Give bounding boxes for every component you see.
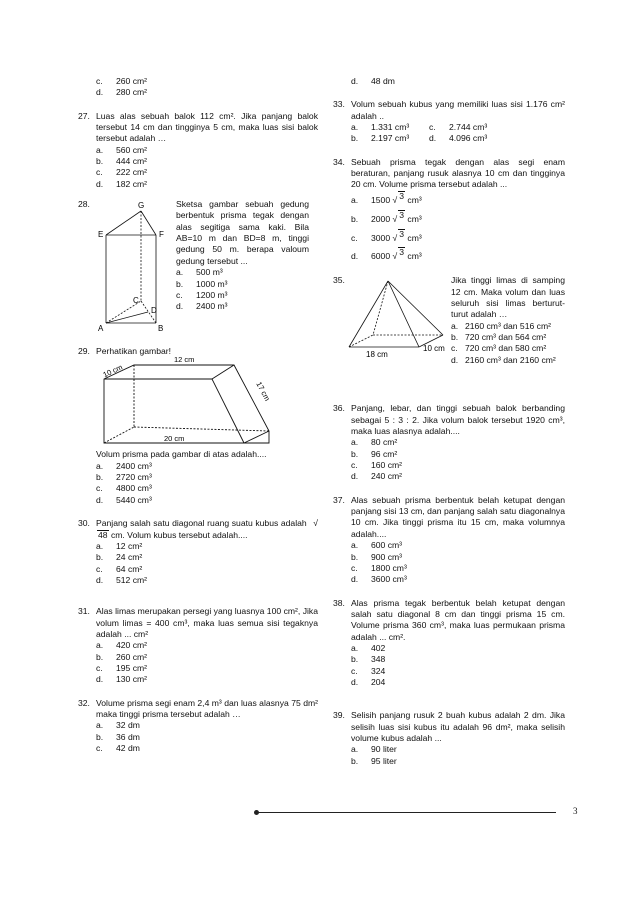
- option-text: 324: [371, 665, 386, 676]
- question-number: 35.: [333, 275, 345, 286]
- option-letter: a.: [351, 122, 359, 133]
- option-text: 560 cm²: [116, 144, 148, 155]
- option-letter: d.: [351, 76, 359, 86]
- option-letter: b.: [351, 448, 359, 459]
- label-b: B: [158, 324, 164, 334]
- question-37: [333, 495, 565, 586]
- option-letter: a.: [96, 460, 104, 471]
- option-letter: b.: [176, 278, 184, 289]
- option-letter: c.: [176, 289, 183, 300]
- question-text: Volume prisma segi enam 2,4 m³ dan luas alasnya 75 dm² maka tinggi prisma tersebut adalah …: [96, 697, 318, 719]
- option-letter: b.: [96, 651, 104, 662]
- question-number: 36.: [333, 403, 345, 414]
- question-text: Perhatikan gambar!: [96, 346, 171, 357]
- option-letter: d.: [351, 574, 359, 585]
- question-number: 32.: [78, 697, 90, 708]
- option-letter: d.: [96, 674, 104, 685]
- option-letter: c.: [96, 167, 103, 178]
- dim-base-width: 10 cm: [423, 344, 445, 354]
- option-letter: c.: [351, 562, 358, 573]
- option-unit: cm³: [407, 213, 422, 224]
- option-text: 1.331 cm³: [371, 122, 410, 133]
- question-33: [333, 99, 565, 144]
- option-radicand: 3: [398, 191, 405, 210]
- option-text: 1800 cm³: [371, 562, 407, 573]
- option-letter: b.: [451, 332, 459, 343]
- option-letter: a.: [96, 144, 104, 155]
- option-text: 12 cm²: [116, 540, 143, 551]
- option-text: 130 cm²: [116, 674, 148, 685]
- option-text: 348: [371, 654, 386, 665]
- option-letter: c.: [351, 232, 358, 243]
- option-text: 900 cm³: [371, 551, 403, 562]
- option-letter: b.: [351, 213, 359, 224]
- option-text: 512 cm²: [116, 574, 148, 585]
- option-text: 96 cm²: [371, 448, 398, 459]
- option-text: 4800 cm³: [116, 483, 152, 494]
- trapezoid-prism-figure: [84, 357, 324, 449]
- option-letter: d.: [96, 87, 104, 98]
- option-coef: 2000: [371, 213, 391, 224]
- question-34: 34. Sebuah prisma tegak dengan alas segi enam beraturan, panjang rusuk alasnya 10 cm dan tingginya 20 cm. Volume prisma tersebut adalah ... a. 1500 √ 3 cm³ b. 2000 √ 3 cm³ c. 3000 √ 3 cm³ d. 6000 √ 3 cm³: [333, 157, 565, 267]
- question-number: 27.: [78, 110, 90, 121]
- option-letter: d.: [351, 676, 359, 687]
- question-text: Panjang, lebar, dan tinggi sebuah balok berbanding sebagai 5 : 3 : 2. Jika volum balok tersebut 1920 cm³, maka luas alasnya adalah....: [351, 403, 565, 437]
- option-letter: c.: [96, 563, 103, 574]
- option-letter: d.: [351, 471, 359, 482]
- option-text: 720 cm³ dan 580 cm²: [465, 343, 547, 354]
- option-text: 5440 cm³: [116, 494, 152, 505]
- option-radicand: 3: [398, 229, 405, 248]
- option-coef: 6000: [371, 251, 391, 262]
- option-text: 1200 m³: [196, 289, 228, 300]
- option-text: 160 cm²: [371, 460, 403, 471]
- option-text: 2.744 cm³: [449, 122, 488, 133]
- option-letter: b.: [351, 133, 359, 144]
- option-text: 600 cm³: [371, 540, 403, 551]
- question-text: Sebuah prisma tegak dengan alas segi enam beraturan, panjang rusuk alasnya 10 cm dan tingginya 20 cm. Volume prisma tersebut adalah ...: [351, 156, 565, 190]
- prism-figure: [96, 199, 176, 335]
- option-letter: d.: [176, 301, 184, 312]
- label-e: E: [98, 230, 104, 240]
- option-text: 260 cm²: [116, 651, 148, 662]
- option-letter: c.: [351, 665, 358, 676]
- dim-left: 10 cm: [101, 362, 124, 380]
- question-32: [78, 698, 318, 755]
- option-text: 195 cm²: [116, 662, 148, 673]
- label-g: G: [138, 201, 145, 211]
- option-letter: d.: [96, 494, 104, 505]
- option-text: 64 cm²: [116, 563, 143, 574]
- question-29: [78, 346, 318, 506]
- question-text-cont: cm. Volum kubus tersebut adalah....: [110, 529, 248, 540]
- dim-base-length: 18 cm: [366, 350, 388, 360]
- dim-right: 17 cm: [254, 380, 272, 403]
- label-f: F: [159, 230, 164, 240]
- question-26-tail: [78, 76, 318, 99]
- question-number: 29.: [78, 346, 90, 357]
- option-letter: a.: [351, 194, 359, 205]
- option-text: 402: [371, 642, 386, 653]
- option-text: 420 cm²: [116, 640, 148, 651]
- option-letter: b.: [96, 552, 104, 563]
- option-letter: b.: [351, 755, 359, 766]
- option-letter: b.: [351, 654, 359, 665]
- question-number: 31.: [78, 606, 90, 617]
- option-text: 280 cm²: [116, 87, 148, 98]
- question-31: [78, 606, 318, 685]
- option-text: 1000 m³: [196, 278, 228, 289]
- option-text: 36 dm: [116, 731, 140, 742]
- question-text: Alas sebuah prisma berbentuk belah ketupat dengan panjang sisi 13 cm, dan panjang salah satu diagonalnya 10 cm. Jika tinggi prisma itu 15 cm, maka volumnya adalah....: [351, 494, 565, 539]
- option-text: 4.096 cm³: [449, 133, 488, 144]
- question-text: Panjang salah satu diagonal ruang suatu kubus adalah: [96, 518, 307, 529]
- option-letter: a.: [351, 744, 359, 755]
- question-text: Selisih panjang rusuk 2 buah kubus adalah 2 dm. Jika selisih luas sisi kubus itu adalah 96 dm², maka selisih volume kubus adalah ...: [351, 710, 565, 743]
- option-unit: cm³: [407, 194, 422, 205]
- label-d: D: [151, 306, 157, 316]
- option-coef: 3000: [371, 232, 391, 243]
- radicand: 48: [98, 529, 108, 540]
- option-text: 90 liter: [371, 744, 397, 755]
- option-letter: b.: [351, 551, 359, 562]
- option-text: 260 cm²: [116, 76, 148, 86]
- question-text: Alas limas merupakan persegi yang luasnya 100 cm², Jika volum limas = 400 cm³, maka luas semua sisi tegaknya adalah ... cm²: [96, 606, 318, 639]
- page-number: 3: [573, 806, 578, 816]
- option-letter: a.: [96, 720, 104, 731]
- option-letter: b.: [96, 472, 104, 483]
- dim-top: 12 cm: [174, 357, 195, 365]
- option-letter: b.: [96, 731, 104, 742]
- option-text: 182 cm²: [116, 178, 148, 189]
- question-35: [333, 275, 565, 393]
- option-text: 80 cm²: [371, 437, 398, 448]
- option-letter: a.: [451, 320, 459, 331]
- option-text: 444 cm²: [116, 156, 148, 167]
- option-text: 2.197 cm³: [371, 133, 410, 144]
- option-letter: d.: [96, 574, 104, 585]
- question-text: Volum sebuah kubus yang memiliki luas sisi 1.176 cm² adalah ..: [351, 99, 565, 121]
- dim-bottom: 20 cm: [164, 434, 185, 444]
- option-letter: a.: [351, 540, 359, 551]
- option-unit: cm³: [407, 251, 422, 262]
- option-text: 2400 cm³: [116, 460, 152, 471]
- option-letter: c.: [96, 743, 103, 753]
- option-coef: 1500: [371, 194, 391, 205]
- option-text: 204: [371, 676, 386, 687]
- option-text: 720 cm³ dan 564 cm²: [465, 332, 547, 343]
- option-letter: d.: [351, 251, 359, 262]
- option-radicand: 3: [398, 247, 405, 266]
- option-text: 42 dm: [116, 743, 140, 753]
- question-38: [333, 598, 565, 689]
- question-39: [333, 710, 565, 767]
- option-letter: b.: [96, 156, 104, 167]
- option-unit: cm³: [407, 232, 422, 243]
- option-text: 48 dm: [371, 76, 395, 86]
- question-28: [78, 199, 318, 337]
- option-letter: c.: [351, 460, 358, 471]
- option-letter: c.: [451, 343, 458, 354]
- option-letter: d.: [429, 133, 437, 144]
- question-text: Sketsa gambar sebuah gedung berbentuk prisma tegak dengan alas segitiga sama kaki. Bila AB=10 m dan BD=8 m, tinggi gedung 50 m. berapa valoum gedung tersebut ...: [176, 199, 309, 266]
- option-text: 500 m³: [196, 267, 223, 278]
- option-letter: a.: [351, 437, 359, 448]
- option-text: 95 liter: [371, 755, 397, 766]
- option-text: 2160 cm³ dan 2160 cm²: [465, 354, 556, 365]
- option-letter: a.: [176, 267, 184, 278]
- option-letter: c.: [96, 483, 103, 494]
- option-text: 2720 cm³: [116, 472, 152, 483]
- right-column: [333, 76, 565, 776]
- option-letter: a.: [96, 640, 104, 651]
- question-number: 28.: [78, 199, 90, 210]
- option-letter: c.: [429, 122, 436, 133]
- question-27: [78, 111, 318, 190]
- question-32-tail: [333, 76, 565, 87]
- option-text: 32 dm: [116, 720, 140, 731]
- question-text: Alas prisma tegak berbentuk belah ketupat dengan salah satu diagonal 8 cm dan tinggi prisma 15 cm. Volume prisma 360 cm³, maka luas permukaan prisma adalah ... cm².: [351, 597, 565, 642]
- label-a: A: [98, 324, 104, 334]
- question-subtext: Volum prisma pada gambar di atas adalah....: [96, 449, 267, 460]
- left-column: [78, 76, 318, 763]
- question-text: Jika tinggi limas di samping 12 cm. Maka volum dan luas seluruh sisi limas berturut-turut adalah …: [451, 275, 565, 320]
- option-text: 2160 cm³ dan 516 cm²: [465, 320, 551, 331]
- question-number: 34.: [333, 156, 345, 167]
- label-c: C: [133, 296, 139, 306]
- option-letter: a.: [351, 642, 359, 653]
- question-number: 38.: [333, 597, 345, 608]
- option-letter: c.: [96, 662, 103, 673]
- question-number: 37.: [333, 494, 345, 505]
- question-number: 39.: [333, 710, 345, 721]
- option-text: 3600 cm³: [371, 574, 407, 585]
- question-30: 30. Panjang salah satu diagonal ruang suatu kubus adalah √48 cm. Volum kubus tersebut adalah.... a. 12 cm² b. 24 cm² c. 64 cm² d. 512 cm²: [78, 518, 318, 585]
- pyramid-figure: [341, 277, 451, 361]
- option-letter: d.: [96, 178, 104, 189]
- option-text: 2400 m³: [196, 301, 228, 312]
- question-number: 30.: [78, 518, 90, 529]
- option-text: 24 cm²: [116, 552, 143, 563]
- option-letter: d.: [451, 354, 459, 365]
- footer-rule: [256, 812, 556, 813]
- option-text: 240 cm²: [371, 471, 403, 482]
- question-36: [333, 403, 565, 482]
- option-text: 222 cm²: [116, 167, 148, 178]
- option-letter: a.: [96, 540, 104, 551]
- question-number: 33.: [333, 99, 345, 110]
- question-text: Luas alas sebuah balok 112 cm². Jika panjang balok tersebut 14 cm dan tingginya 5 cm, maka luas sisi balok tersebut adalah …: [96, 110, 318, 144]
- option-letter: c.: [96, 76, 103, 86]
- option-radicand: 3: [398, 210, 405, 229]
